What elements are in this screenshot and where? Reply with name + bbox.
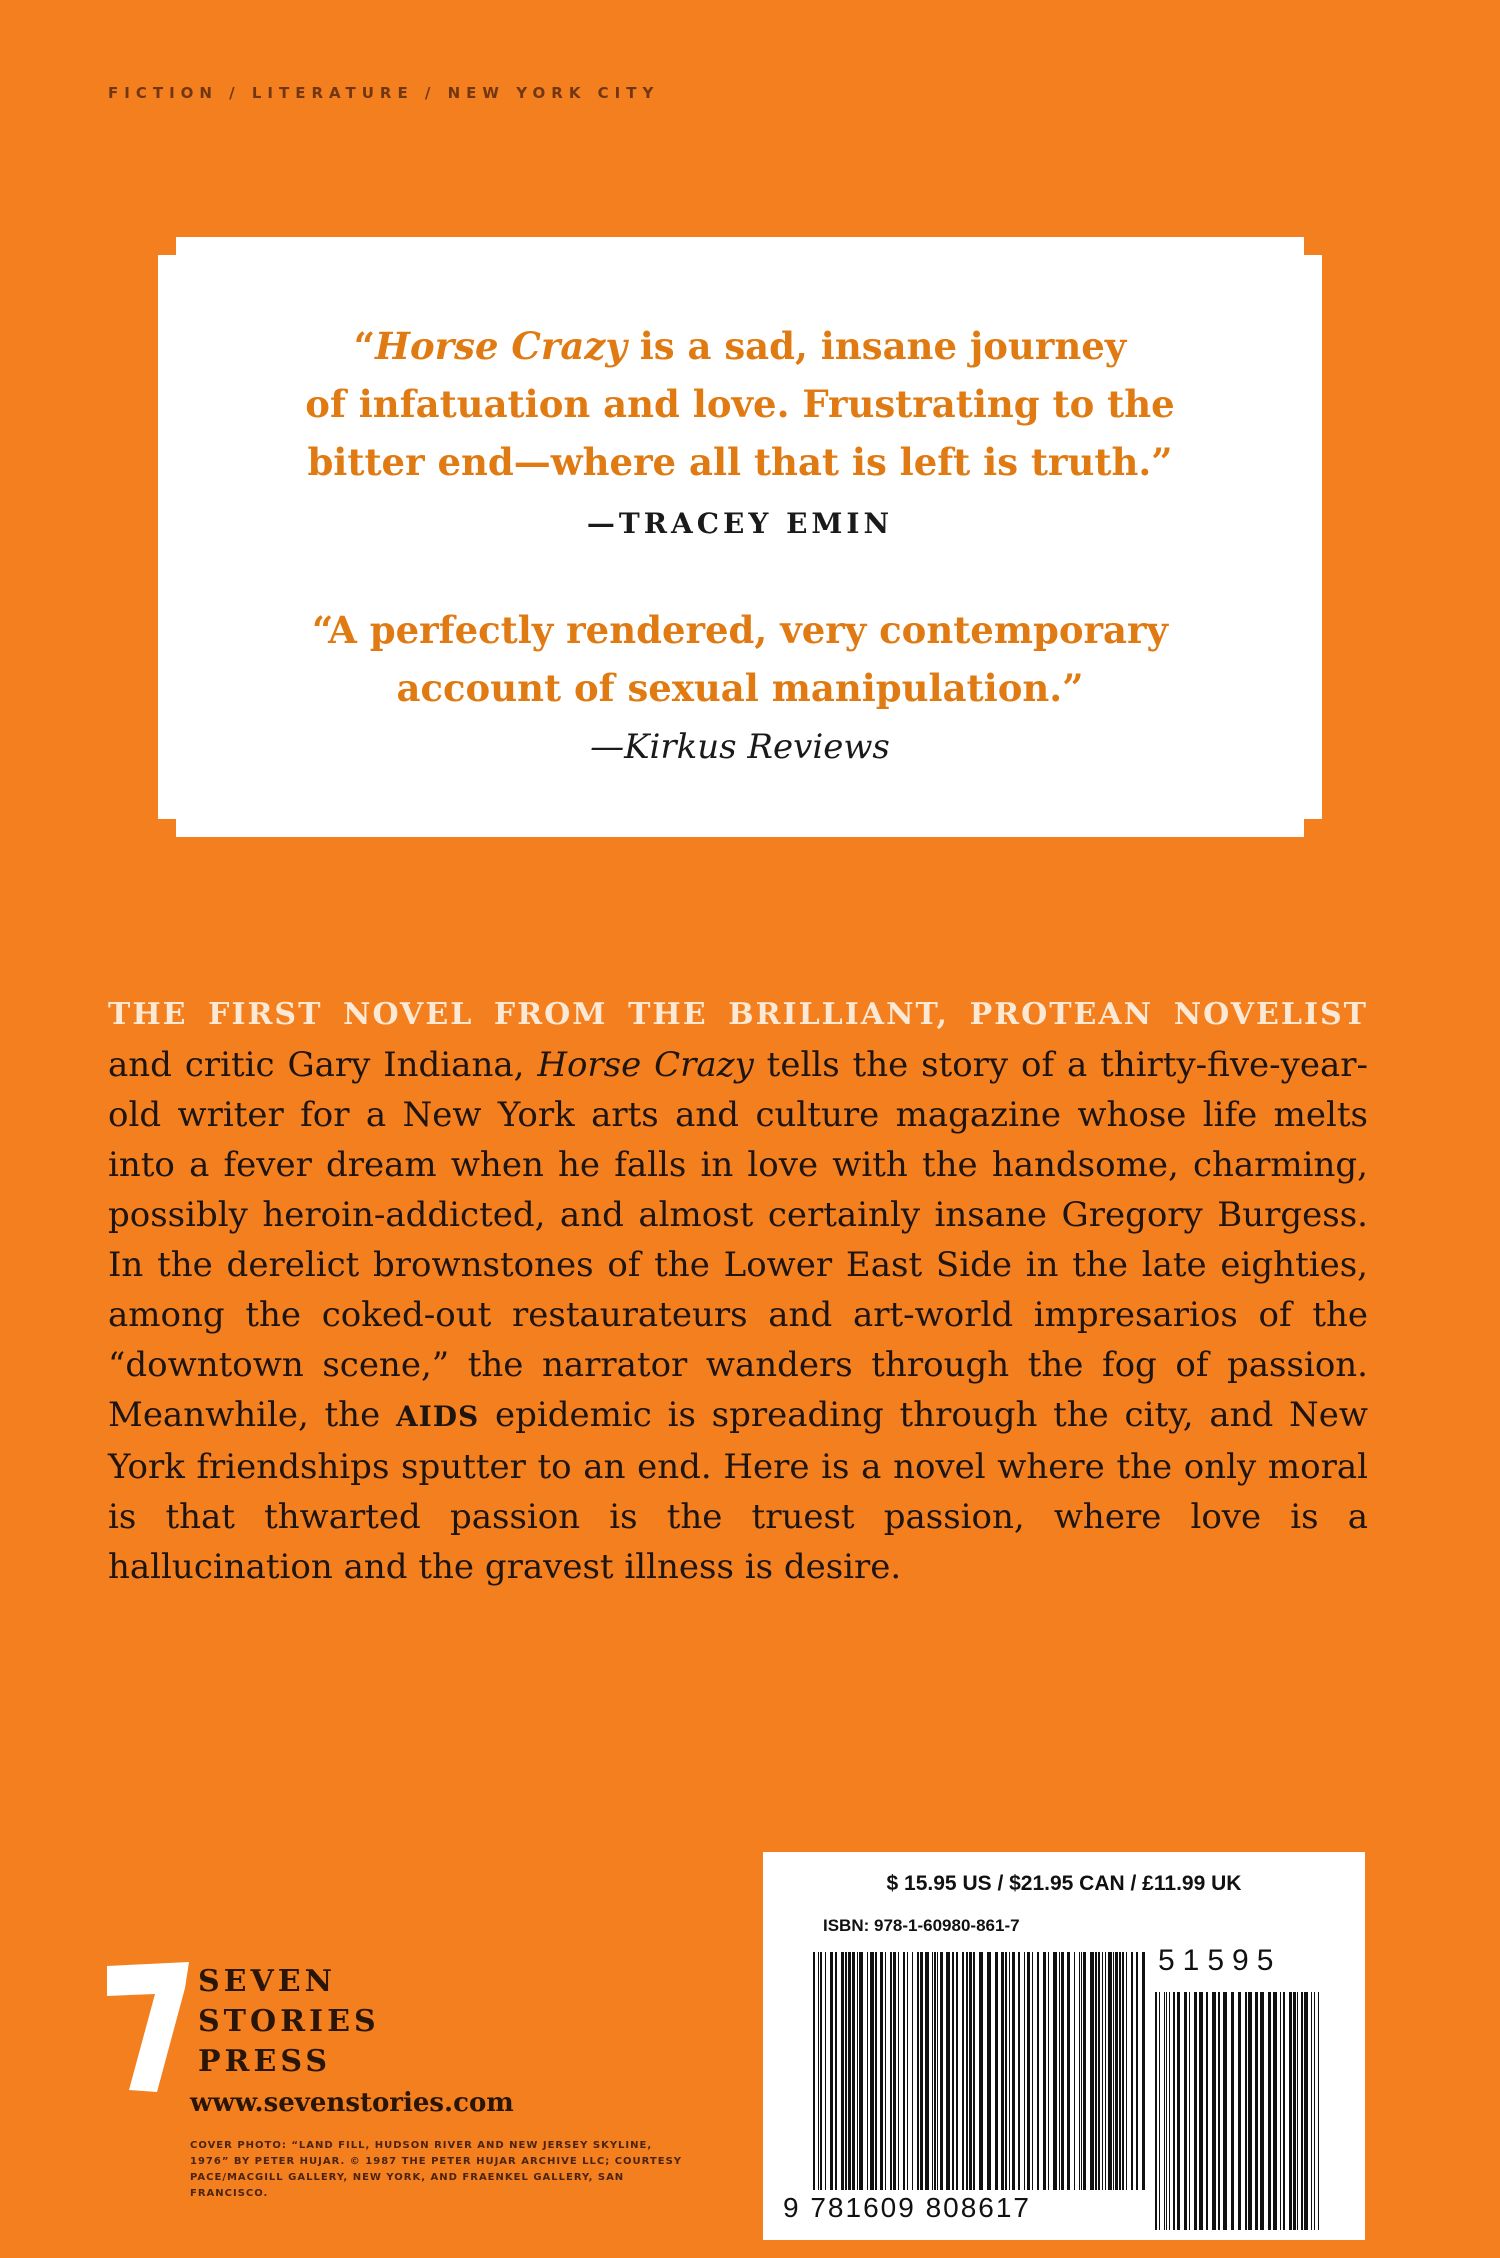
barcode-addon-bar (1311, 1992, 1312, 2230)
barcode-bar (870, 1952, 874, 2190)
cover-photo-credit: COVER PHOTO: “LAND FILL, HUDSON RIVER AND NEW JERSEY SKYLINE, 1976” BY PETER HUJAR. © 1987 THE PETER HUJAR ARCHIVE LLC; COURTESY PACE/MACGILL GALLERY, NEW YORK, AND FRAENKEL GALLERY, SAN FRANCISCO. (190, 2140, 683, 2199)
quote-1-line-1: is a sad, insane journey (639, 324, 1127, 368)
barcode-addon-bar (1314, 1992, 1315, 2230)
barcode-bar (857, 1952, 858, 2190)
barcode-bar (1131, 1952, 1133, 2190)
barcode-bar (1122, 1952, 1124, 2190)
barcode-bar (1061, 1952, 1064, 2190)
barcode-bars (763, 1852, 1365, 2240)
open-quote: “ (353, 324, 376, 368)
barcode-bar (917, 1952, 919, 2190)
barcode-bar (1059, 1952, 1060, 2190)
quote-2-line-1: “A perfectly rendered, very contemporary (311, 608, 1169, 652)
publisher-name-line-2: STORIES (198, 2004, 380, 2039)
barcode-bar (859, 1952, 863, 2190)
publisher-website: www.sevenstories.com (190, 2088, 514, 2118)
description-part-1: and critic Gary Indiana, (108, 1045, 538, 1085)
barcode-bar (937, 1952, 938, 2190)
barcode-bar (1126, 1952, 1127, 2190)
blurb-panel (158, 237, 1322, 837)
quote-1-line-2: of infatuation and love. Frustrating to the (305, 382, 1175, 426)
barcode-bar (1001, 1952, 1004, 2190)
barcode-bar (818, 1952, 819, 2190)
barcode-bar (890, 1952, 892, 2190)
quote-2-line-2: account of sexual manipulation.” (396, 666, 1084, 710)
barcode-bar (1043, 1952, 1046, 2190)
quote-book-title: Horse Crazy (375, 324, 627, 368)
barcode-bar (912, 1952, 913, 2190)
barcode-bar (907, 1952, 908, 2190)
description-book-title: Horse Crazy (537, 1045, 754, 1085)
description-part-2: tells the story of a thirty-five-year-old writer for a New York arts and culture magazine whose life melts into a fever dream when he falls in love with the handsome, charming, possibly heroin-addicted, and almost certainly insane Gregory Burgess. In the derelict brownstones of the Lower East Side in the late eighties, among the coked-out restaurateurs and art-world impresarios of the “downtown scene,” the narrator wanders through the fog of passion. Meanwhile, the (108, 1045, 1368, 1435)
barcode-bar (848, 1952, 851, 2190)
barcode-bar (1037, 1952, 1039, 2190)
barcode-bar (1009, 1952, 1010, 2190)
barcode-bar (946, 1952, 950, 2190)
barcode-bar (956, 1952, 958, 2190)
barcode-bar (940, 1952, 943, 2190)
barcode-bar (1136, 1952, 1138, 2190)
barcode-bar (934, 1952, 936, 2190)
barcode-bar (920, 1952, 923, 2190)
barcode-bar (875, 1952, 877, 2190)
barcode-bar (932, 1952, 933, 2190)
description-part-3: epidemic is spreading through the city, and New York friendships sputter to an end. Here is a novel where the only moral is that thwarted passion is the truest passion, where love is a hallucination and the gravest illness is desire. (108, 1395, 1368, 1587)
barcode-bar (898, 1952, 899, 2190)
barcode-addon-bar (1304, 1992, 1308, 2230)
barcode-bar (1024, 1952, 1025, 2190)
barcode-bar (966, 1952, 968, 2190)
barcode-bar (1119, 1952, 1121, 2190)
blurb-quote-1 (218, 317, 1262, 491)
barcode-main-digits: 9 781609 808617 (783, 2192, 1031, 2223)
barcode-bar (1012, 1952, 1015, 2190)
barcode-bar (1048, 1952, 1049, 2190)
barcode-bar (820, 1952, 822, 2190)
seven-stories-logo-icon (105, 1960, 191, 2096)
category-label: FICTION / LITERATURE / NEW YORK CITY (108, 84, 660, 102)
barcode-bar (885, 1952, 886, 2190)
blurb-quote-2 (218, 601, 1262, 717)
barcode-bar (835, 1952, 837, 2190)
barcode-bar (1083, 1952, 1086, 2190)
barcode-bar (830, 1952, 833, 2190)
barcode-bar (995, 1952, 998, 2190)
barcode-bar (1142, 1952, 1145, 2190)
barcode-bar (1079, 1952, 1080, 2190)
barcode-bar (1074, 1952, 1075, 2190)
barcode-bar (845, 1952, 847, 2190)
barcode-bar (1005, 1952, 1007, 2190)
barcode-bar (1018, 1952, 1020, 2190)
barcode-bar (969, 1952, 972, 2190)
price-line: $ 15.95 US / $21.95 CAN / £11.99 UK (886, 1872, 1242, 1895)
barcode-bar (893, 1952, 896, 2190)
barcode-bar (1032, 1952, 1033, 2190)
publisher-name-line-3: PRESS (198, 2044, 332, 2079)
quote-1-line-3: bitter end—where all that is left is truth.” (307, 440, 1173, 484)
barcode-bar (1108, 1952, 1112, 2190)
description-lead: THE FIRST NOVEL FROM THE BRILLIANT, PROTEAN NOVELIST (108, 997, 1368, 1032)
barcode-bar (1053, 1952, 1057, 2190)
barcode-bar (1081, 1952, 1082, 2190)
barcode-bar (867, 1952, 868, 2190)
quote-1-attribution: —TRACEY EMIN (586, 507, 894, 540)
barcode-bar (1102, 1952, 1103, 2190)
quote-2-attribution: —Kirkus Reviews (590, 727, 890, 767)
barcode-bar (1115, 1952, 1118, 2190)
barcode-bar (1090, 1952, 1094, 2190)
barcode-box (763, 1852, 1365, 2240)
barcode-bar (1067, 1952, 1070, 2190)
barcode-bar (1113, 1952, 1114, 2190)
publisher-name (198, 1962, 380, 2082)
barcode-addon-bar (1318, 1992, 1319, 2230)
barcode-bar (1098, 1952, 1100, 2190)
barcode-bar (852, 1952, 855, 2190)
barcode-bar (973, 1952, 975, 2190)
barcode-bar (952, 1952, 954, 2190)
barcode-bar (979, 1952, 983, 2190)
barcode-bar (925, 1952, 929, 2190)
barcode-bar (1095, 1952, 1097, 2190)
barcode-bar (841, 1952, 844, 2190)
barcode-bar (903, 1952, 905, 2190)
barcode-bar (825, 1952, 826, 2190)
book-description (108, 988, 1368, 1592)
isbn-label: ISBN: 978-1-60980-861-7 (823, 1916, 1020, 1935)
description-aids: AIDS (395, 1400, 480, 1433)
barcode-bar (1027, 1952, 1030, 2190)
barcode-bar (1105, 1952, 1106, 2190)
barcode-bar (987, 1952, 991, 2190)
barcode-bar (962, 1952, 964, 2190)
barcode-bar (880, 1952, 883, 2190)
barcode-addon-digits: 51595 (1158, 1944, 1282, 1977)
barcode-bar (813, 1952, 815, 2190)
publisher-name-line-1: SEVEN (198, 1964, 337, 1999)
